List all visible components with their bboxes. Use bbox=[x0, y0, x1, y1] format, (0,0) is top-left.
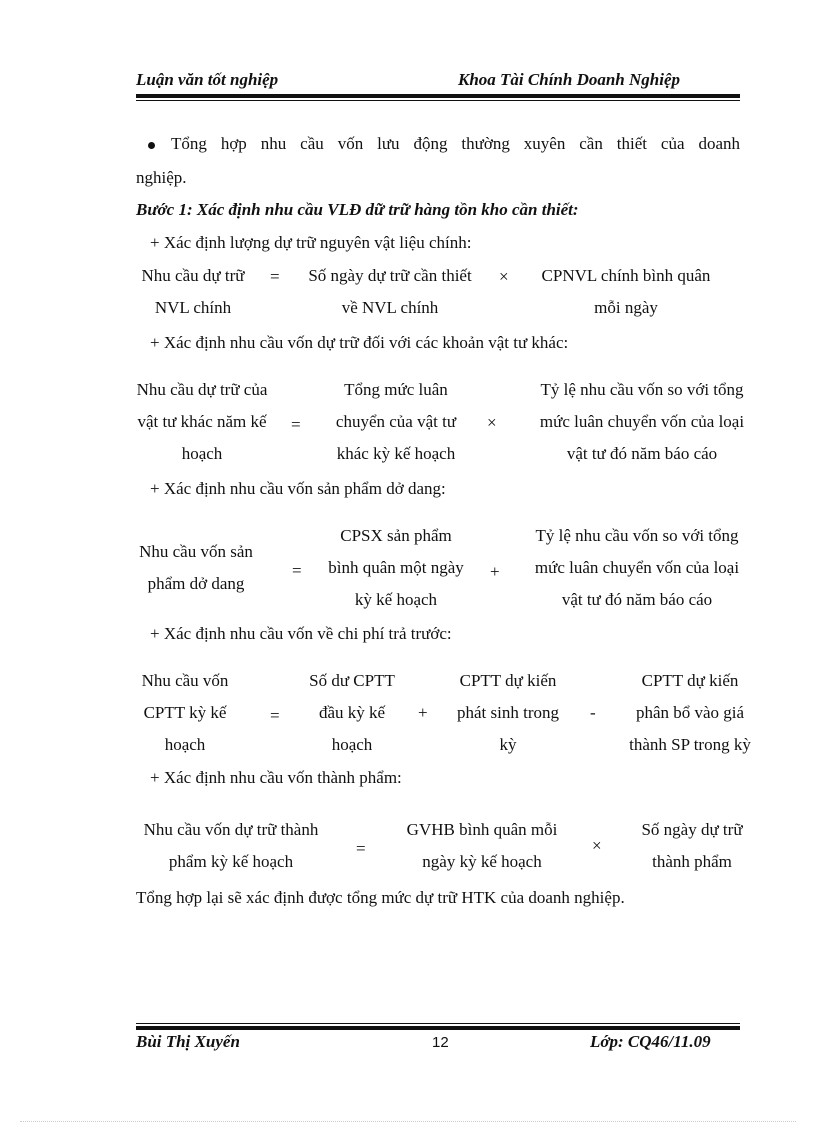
f1-equals: = bbox=[270, 267, 280, 286]
f4-equals: = bbox=[270, 706, 280, 725]
f3-plus: + bbox=[490, 562, 500, 581]
f4-plus: + bbox=[418, 703, 428, 722]
f2-term-a: Nhu cầu dự trữ của vật tư khác năm kế hoạch bbox=[136, 380, 268, 463]
f5-term-b: GVHB bình quân mỗi ngày kỳ kế hoạch bbox=[406, 820, 558, 871]
f2-term-b: Tổng mức luân chuyển của vật tư khác kỳ kế hoạch bbox=[335, 380, 457, 463]
footer-rule-thin bbox=[136, 1023, 740, 1024]
page-number: 12 bbox=[432, 1034, 449, 1051]
f1-term-a: Nhu cầu dự trữ NVL chính bbox=[141, 266, 245, 317]
footer-rule-thick bbox=[136, 1026, 740, 1030]
f1-heading: + Xác định lượng dự trữ nguyên vật liệu chính: bbox=[150, 233, 472, 252]
step1-heading: Bước 1: Xác định nhu cầu VLĐ dữ trữ hàng tồn kho cần thiết: bbox=[136, 200, 579, 219]
f3-term-c: Tỷ lệ nhu cầu vốn so với tổng mức luân chuyển vốn của loại vật tư đó năm báo cáo bbox=[534, 526, 740, 609]
f2-term-c: Tỷ lệ nhu cầu vốn so với tổng mức luân chuyển vốn của loại vật tư đó năm báo cáo bbox=[539, 380, 745, 463]
f1-times: × bbox=[499, 267, 509, 286]
f1-term-b: Số ngày dự trữ cần thiết về NVL chính bbox=[308, 266, 472, 317]
f4-heading: + Xác định nhu cầu vốn về chi phí trả trước: bbox=[150, 624, 452, 643]
header-left: Luận văn tốt nghiệp bbox=[136, 70, 279, 89]
header-rule-thick bbox=[136, 94, 740, 98]
bullet-line-2: nghiệp. bbox=[136, 168, 187, 187]
f3-term-a: Nhu cầu vốn sản phẩm dở dang bbox=[139, 542, 253, 593]
f3-equals: = bbox=[292, 561, 302, 580]
f4-term-b: Số dư CPTT đầu kỳ kế hoạch bbox=[309, 671, 395, 754]
f3-term-b: CPSX sản phẩm bình quân một ngày kỳ kế hoạch bbox=[328, 526, 464, 609]
f1-term-c: CPNVL chính bình quân mỗi ngày bbox=[541, 266, 711, 317]
f4-term-c: CPTT dự kiến phát sinh trong kỳ bbox=[457, 671, 559, 754]
page-bottom-dotted-edge bbox=[20, 1121, 796, 1122]
f4-term-d: CPTT dự kiến phân bổ vào giá thành SP trong kỳ bbox=[629, 671, 751, 754]
footer-author: Bùi Thị Xuyến bbox=[136, 1032, 240, 1051]
f4-minus: - bbox=[590, 703, 596, 722]
header-rule-thin bbox=[136, 100, 740, 101]
f5-term-c: Số ngày dự trữ thành phẩm bbox=[641, 820, 743, 871]
header-right: Khoa Tài Chính Doanh Nghiệp bbox=[458, 70, 681, 89]
f2-times: × bbox=[487, 413, 497, 432]
bullet-icon bbox=[148, 142, 155, 149]
bullet-line-1: Tổng hợp nhu cầu vốn lưu động thường xuyên cần thiết của doanh bbox=[171, 134, 740, 153]
f5-equals: = bbox=[356, 839, 366, 858]
f3-heading: + Xác định nhu cầu vốn sản phẩm dở dang: bbox=[150, 479, 446, 498]
f5-term-a: Nhu cầu vốn dự trữ thành phẩm kỳ kế hoạch bbox=[143, 820, 319, 871]
f2-equals: = bbox=[291, 415, 301, 434]
bullet-paragraph bbox=[148, 134, 740, 154]
f4-term-a: Nhu cầu vốn CPTT kỳ kế hoạch bbox=[141, 671, 229, 754]
f5-heading: + Xác định nhu cầu vốn thành phẩm: bbox=[150, 768, 402, 787]
summary-line: Tổng hợp lại sẽ xác định được tổng mức dự trữ HTK của doanh nghiệp. bbox=[136, 888, 625, 907]
footer-class: Lớp: CQ46/11.09 bbox=[590, 1032, 711, 1051]
f5-times: × bbox=[592, 836, 602, 855]
f2-heading: + Xác định nhu cầu vốn dự trữ đối với các khoản vật tư khác: bbox=[150, 333, 569, 352]
